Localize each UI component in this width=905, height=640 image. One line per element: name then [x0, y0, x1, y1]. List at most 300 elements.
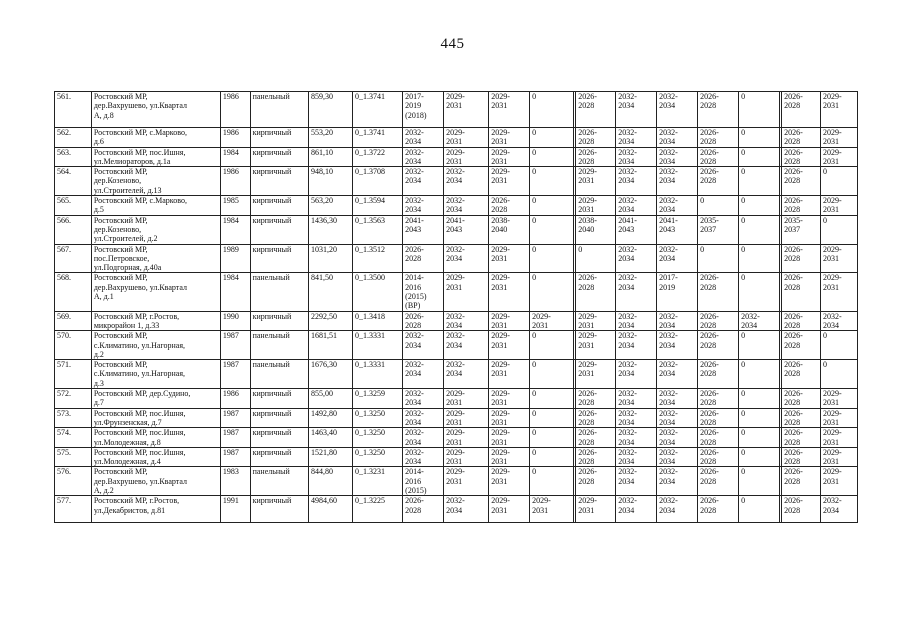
wall-material-cell: кирпичный [250, 147, 308, 167]
index-cell: 0_1.3594 [353, 196, 403, 216]
period-cell-c13: 0 [821, 167, 858, 196]
period-cell-c4: 0 [530, 360, 574, 389]
period-cell-c1: 2026- 2028 [403, 311, 444, 331]
table-row [55, 496, 858, 523]
period-cell-c7: 2032- 2034 [616, 360, 657, 389]
row-number: 567. [55, 244, 92, 273]
period-cell-c7: 2032- 2034 [616, 147, 657, 167]
period-cell-c9: 2026- 2028 [698, 311, 739, 331]
wall-material-cell: кирпичный [250, 244, 308, 273]
period-cell-c9: 2035- 2037 [698, 215, 739, 244]
period-cell-c3: 2029- 2031 [489, 496, 530, 523]
period-cell-c12: 2026- 2028 [782, 331, 821, 360]
period-cell-c10: 0 [739, 128, 780, 148]
period-cell-c6: 2026- 2028 [576, 147, 616, 167]
period-cell-c7: 2032- 2034 [616, 428, 657, 448]
period-cell-c8: 2032- 2034 [657, 467, 698, 496]
wall-material-cell: панельный [250, 92, 308, 128]
index-cell: 0_1.3259 [353, 389, 403, 409]
address-cell: Ростовский МР, пос.Ишня, ул.Молодежная, д.4 [91, 447, 220, 467]
housing-register-table [54, 91, 858, 523]
index-cell: 0_1.3331 [353, 331, 403, 360]
year-built-cell: 1986 [220, 167, 250, 196]
address-cell: Ростовский МР, с.Марково, д.6 [91, 128, 220, 148]
period-cell-c13: 2029- 2031 [821, 147, 858, 167]
period-cell-c12: 2026- 2028 [782, 196, 821, 216]
period-cell-c2: 2032- 2034 [444, 360, 489, 389]
address-cell: Ростовский МР, пос.Петровское, ул.Подгорная, д.40а [91, 244, 220, 273]
period-cell-c6: 2029- 2031 [576, 360, 616, 389]
period-cell-c10: 0 [739, 496, 780, 523]
period-cell-c10: 2032- 2034 [739, 311, 780, 331]
table-row [55, 467, 858, 496]
address-cell: Ростовский МР, дер.Вахрушево, ул.Квартал А, д.8 [91, 92, 220, 128]
period-cell-c13: 2029- 2031 [821, 196, 858, 216]
period-cell-c13: 2029- 2031 [821, 467, 858, 496]
period-cell-c13: 2032- 2034 [821, 496, 858, 523]
period-cell-c8: 2032- 2034 [657, 167, 698, 196]
table-row [55, 92, 858, 128]
period-cell-c6: 2029- 2031 [576, 496, 616, 523]
period-cell-c6: 0 [576, 244, 616, 273]
period-cell-c4: 0 [530, 389, 574, 409]
period-cell-c6: 2026- 2028 [576, 447, 616, 467]
period-cell-c8: 2032- 2034 [657, 331, 698, 360]
wall-material-cell: кирпичный [250, 408, 308, 428]
period-cell-c8: 2032- 2034 [657, 389, 698, 409]
period-cell-c4: 0 [530, 428, 574, 448]
period-cell-c8: 2017- 2019 [657, 273, 698, 311]
period-cell-c2: 2041- 2043 [444, 215, 489, 244]
row-number: 566. [55, 215, 92, 244]
table-row [55, 128, 858, 148]
period-cell-c6: 2029- 2031 [576, 331, 616, 360]
period-cell-c13: 2029- 2031 [821, 447, 858, 467]
period-cell-c3: 2029- 2031 [489, 167, 530, 196]
index-cell: 0_1.3500 [353, 273, 403, 311]
period-cell-c12: 2026- 2028 [782, 408, 821, 428]
period-cell-c7: 2032- 2034 [616, 311, 657, 331]
address-cell: Ростовский МР, пос.Ишня, ул.Молодежная, д.8 [91, 428, 220, 448]
period-cell-c10: 0 [739, 360, 780, 389]
year-built-cell: 1986 [220, 128, 250, 148]
index-cell: 0_1.3225 [353, 496, 403, 523]
period-cell-c7: 2032- 2034 [616, 467, 657, 496]
period-cell-c12: 2026- 2028 [782, 447, 821, 467]
area-cell: 1436,30 [308, 215, 352, 244]
index-cell: 0_1.3708 [353, 167, 403, 196]
period-cell-c8: 2032- 2034 [657, 244, 698, 273]
period-cell-c3: 2029- 2031 [489, 147, 530, 167]
wall-material-cell: кирпичный [250, 215, 308, 244]
period-cell-c6: 2026- 2028 [576, 128, 616, 148]
period-cell-c10: 0 [739, 273, 780, 311]
period-cell-c13: 2029- 2031 [821, 389, 858, 409]
address-cell: Ростовский МР, пос.Ишня, ул.Мелиораторов, д.1а [91, 147, 220, 167]
index-cell: 0_1.3250 [353, 408, 403, 428]
address-cell: Ростовский МР, дер.Козеново, ул.Строителей, д.13 [91, 167, 220, 196]
period-cell-c2: 2032- 2034 [444, 196, 489, 216]
period-cell-c12: 2026- 2028 [782, 244, 821, 273]
area-cell: 553,20 [308, 128, 352, 148]
period-cell-c2: 2032- 2034 [444, 167, 489, 196]
period-cell-c6: 2026- 2028 [576, 467, 616, 496]
period-cell-c9: 2026- 2028 [698, 147, 739, 167]
wall-material-cell: кирпичный [250, 167, 308, 196]
period-cell-c6: 2029- 2031 [576, 167, 616, 196]
period-cell-c3: 2026- 2028 [489, 196, 530, 216]
period-cell-c9: 2026- 2028 [698, 447, 739, 467]
period-cell-c6: 2029- 2031 [576, 196, 616, 216]
period-cell-c4: 0 [530, 196, 574, 216]
period-cell-c7: 2032- 2034 [616, 167, 657, 196]
year-built-cell: 1984 [220, 215, 250, 244]
period-cell-c2: 2029- 2031 [444, 428, 489, 448]
period-cell-c7: 2032- 2034 [616, 447, 657, 467]
period-cell-c3: 2029- 2031 [489, 389, 530, 409]
row-number: 577. [55, 496, 92, 523]
area-cell: 948,10 [308, 167, 352, 196]
period-cell-c2: 2032- 2034 [444, 496, 489, 523]
period-cell-c9: 2026- 2028 [698, 128, 739, 148]
period-cell-c7: 2032- 2034 [616, 128, 657, 148]
period-cell-c8: 2032- 2034 [657, 128, 698, 148]
period-cell-c9: 2026- 2028 [698, 360, 739, 389]
period-cell-c3: 2029- 2031 [489, 360, 530, 389]
period-cell-c8: 2032- 2034 [657, 196, 698, 216]
table-row [55, 428, 858, 448]
period-cell-c4: 2029- 2031 [530, 311, 574, 331]
period-cell-c7: 2032- 2034 [616, 196, 657, 216]
period-cell-c1: 2026- 2028 [403, 244, 444, 273]
year-built-cell: 1986 [220, 389, 250, 409]
row-number: 572. [55, 389, 92, 409]
period-cell-c13: 2029- 2031 [821, 128, 858, 148]
period-cell-c1: 2032- 2034 [403, 167, 444, 196]
row-number: 561. [55, 92, 92, 128]
period-cell-c7: 2032- 2034 [616, 496, 657, 523]
period-cell-c7: 2032- 2034 [616, 408, 657, 428]
year-built-cell: 1987 [220, 360, 250, 389]
period-cell-c3: 2029- 2031 [489, 92, 530, 128]
period-cell-c4: 0 [530, 92, 574, 128]
area-cell: 855,00 [308, 389, 352, 409]
period-cell-c6: 2026- 2028 [576, 389, 616, 409]
period-cell-c2: 2029- 2031 [444, 128, 489, 148]
address-cell: Ростовский МР, с.Марково, д.5 [91, 196, 220, 216]
period-cell-c10: 0 [739, 467, 780, 496]
period-cell-c1: 2041- 2043 [403, 215, 444, 244]
period-cell-c13: 2029- 2031 [821, 273, 858, 311]
row-number: 574. [55, 428, 92, 448]
period-cell-c10: 0 [739, 215, 780, 244]
period-cell-c4: 0 [530, 467, 574, 496]
period-cell-c13: 2032- 2034 [821, 311, 858, 331]
period-cell-c1: 2026- 2028 [403, 496, 444, 523]
table-body [55, 92, 858, 523]
period-cell-c10: 0 [739, 428, 780, 448]
period-cell-c6: 2038- 2040 [576, 215, 616, 244]
wall-material-cell: панельный [250, 331, 308, 360]
table-row [55, 215, 858, 244]
period-cell-c9: 2026- 2028 [698, 428, 739, 448]
period-cell-c12: 2026- 2028 [782, 467, 821, 496]
table-row [55, 147, 858, 167]
index-cell: 0_1.3741 [353, 128, 403, 148]
period-cell-c1: 2032- 2034 [403, 360, 444, 389]
index-cell: 0_1.3231 [353, 467, 403, 496]
period-cell-c1: 2014- 2016 (2015) [403, 467, 444, 496]
address-cell: Ростовский МР, с.Климатино, ул.Нагорная, д.2 [91, 331, 220, 360]
area-cell: 844,80 [308, 467, 352, 496]
area-cell: 1676,30 [308, 360, 352, 389]
period-cell-c6: 2026- 2028 [576, 92, 616, 128]
row-number: 568. [55, 273, 92, 311]
period-cell-c8: 2032- 2034 [657, 311, 698, 331]
area-cell: 1492,80 [308, 408, 352, 428]
period-cell-c2: 2029- 2031 [444, 147, 489, 167]
row-number: 570. [55, 331, 92, 360]
period-cell-c4: 0 [530, 128, 574, 148]
year-built-cell: 1989 [220, 244, 250, 273]
period-cell-c12: 2026- 2028 [782, 92, 821, 128]
period-cell-c4: 0 [530, 167, 574, 196]
period-cell-c8: 2032- 2034 [657, 447, 698, 467]
wall-material-cell: кирпичный [250, 128, 308, 148]
year-built-cell: 1990 [220, 311, 250, 331]
period-cell-c6: 2029- 2031 [576, 311, 616, 331]
period-cell-c9: 2026- 2028 [698, 273, 739, 311]
period-cell-c12: 2026- 2028 [782, 273, 821, 311]
period-cell-c12: 2026- 2028 [782, 389, 821, 409]
year-built-cell: 1987 [220, 428, 250, 448]
wall-material-cell: панельный [250, 360, 308, 389]
period-cell-c10: 0 [739, 389, 780, 409]
address-cell: Ростовский МР, дер.Вахрушево, ул.Квартал А, д.2 [91, 467, 220, 496]
period-cell-c10: 0 [739, 447, 780, 467]
period-cell-c10: 0 [739, 331, 780, 360]
area-cell: 2292,50 [308, 311, 352, 331]
row-number: 563. [55, 147, 92, 167]
area-cell: 1031,20 [308, 244, 352, 273]
address-cell: Ростовский МР, г.Ростов, микрорайон 1, д.33 [91, 311, 220, 331]
period-cell-c7: 2032- 2034 [616, 331, 657, 360]
area-cell: 563,20 [308, 196, 352, 216]
year-built-cell: 1985 [220, 196, 250, 216]
period-cell-c10: 0 [739, 92, 780, 128]
period-cell-c13: 2029- 2031 [821, 244, 858, 273]
table-row [55, 273, 858, 311]
period-cell-c2: 2029- 2031 [444, 467, 489, 496]
period-cell-c9: 0 [698, 196, 739, 216]
period-cell-c8: 2032- 2034 [657, 147, 698, 167]
period-cell-c6: 2026- 2028 [576, 428, 616, 448]
period-cell-c1: 2032- 2034 [403, 196, 444, 216]
year-built-cell: 1987 [220, 408, 250, 428]
period-cell-c4: 0 [530, 244, 574, 273]
address-cell: Ростовский МР, пос.Ишня, ул.Фрунзенская, д.7 [91, 408, 220, 428]
period-cell-c6: 2026- 2028 [576, 408, 616, 428]
period-cell-c4: 0 [530, 331, 574, 360]
period-cell-c2: 2032- 2034 [444, 244, 489, 273]
period-cell-c10: 0 [739, 244, 780, 273]
period-cell-c9: 2026- 2028 [698, 331, 739, 360]
period-cell-c7: 2041- 2043 [616, 215, 657, 244]
period-cell-c8: 2032- 2034 [657, 428, 698, 448]
period-cell-c4: 0 [530, 215, 574, 244]
period-cell-c10: 0 [739, 147, 780, 167]
period-cell-c10: 0 [739, 408, 780, 428]
period-cell-c13: 2029- 2031 [821, 428, 858, 448]
row-number: 564. [55, 167, 92, 196]
page-number: 445 [440, 36, 465, 52]
wall-material-cell: кирпичный [250, 389, 308, 409]
address-cell: Ростовский МР, с.Климатино, ул.Нагорная, д.3 [91, 360, 220, 389]
period-cell-c3: 2029- 2031 [489, 331, 530, 360]
period-cell-c6: 2026- 2028 [576, 273, 616, 311]
table-row [55, 360, 858, 389]
period-cell-c3: 2029- 2031 [489, 467, 530, 496]
period-cell-c13: 0 [821, 360, 858, 389]
period-cell-c7: 2032- 2034 [616, 389, 657, 409]
period-cell-c12: 2026- 2028 [782, 311, 821, 331]
period-cell-c1: 2032- 2034 [403, 408, 444, 428]
period-cell-c3: 2029- 2031 [489, 244, 530, 273]
period-cell-c1: 2032- 2034 [403, 447, 444, 467]
year-built-cell: 1987 [220, 447, 250, 467]
table-row [55, 244, 858, 273]
period-cell-c1: 2017- 2019 (2018) [403, 92, 444, 128]
period-cell-c2: 2029- 2031 [444, 273, 489, 311]
period-cell-c1: 2032- 2034 [403, 331, 444, 360]
index-cell: 0_1.3250 [353, 428, 403, 448]
period-cell-c2: 2029- 2031 [444, 447, 489, 467]
year-built-cell: 1984 [220, 147, 250, 167]
period-cell-c3: 2029- 2031 [489, 408, 530, 428]
period-cell-c9: 2026- 2028 [698, 467, 739, 496]
period-cell-c2: 2029- 2031 [444, 92, 489, 128]
period-cell-c10: 0 [739, 167, 780, 196]
period-cell-c1: 2032- 2034 [403, 128, 444, 148]
period-cell-c9: 0 [698, 244, 739, 273]
period-cell-c2: 2029- 2031 [444, 408, 489, 428]
period-cell-c1: 2032- 2034 [403, 428, 444, 448]
period-cell-c10: 0 [739, 196, 780, 216]
period-cell-c3: 2029- 2031 [489, 273, 530, 311]
index-cell: 0_1.3331 [353, 360, 403, 389]
year-built-cell: 1987 [220, 331, 250, 360]
year-built-cell: 1984 [220, 273, 250, 311]
row-number: 565. [55, 196, 92, 216]
period-cell-c8: 2032- 2034 [657, 496, 698, 523]
period-cell-c3: 2029- 2031 [489, 428, 530, 448]
period-cell-c3: 2029- 2031 [489, 128, 530, 148]
period-cell-c2: 2032- 2034 [444, 311, 489, 331]
wall-material-cell: кирпичный [250, 496, 308, 523]
period-cell-c9: 2026- 2028 [698, 92, 739, 128]
period-cell-c4: 2029- 2031 [530, 496, 574, 523]
index-cell: 0_1.3741 [353, 92, 403, 128]
period-cell-c4: 0 [530, 147, 574, 167]
period-cell-c8: 2041- 2043 [657, 215, 698, 244]
period-cell-c9: 2026- 2028 [698, 167, 739, 196]
wall-material-cell: панельный [250, 467, 308, 496]
period-cell-c3: 2029- 2031 [489, 311, 530, 331]
period-cell-c13: 0 [821, 331, 858, 360]
period-cell-c1: 2032- 2034 [403, 147, 444, 167]
period-cell-c12: 2026- 2028 [782, 147, 821, 167]
period-cell-c4: 0 [530, 273, 574, 311]
address-cell: Ростовский МР, дер.Вахрушево, ул.Квартал А, д.1 [91, 273, 220, 311]
period-cell-c1: 2014- 2016 (2015) (ВР) [403, 273, 444, 311]
period-cell-c12: 2026- 2028 [782, 360, 821, 389]
row-number: 571. [55, 360, 92, 389]
table-row [55, 408, 858, 428]
period-cell-c3: 2029- 2031 [489, 447, 530, 467]
area-cell: 841,50 [308, 273, 352, 311]
year-built-cell: 1983 [220, 467, 250, 496]
table-row [55, 389, 858, 409]
period-cell-c1: 2032- 2034 [403, 389, 444, 409]
period-cell-c12: 2026- 2028 [782, 167, 821, 196]
period-cell-c8: 2032- 2034 [657, 360, 698, 389]
area-cell: 1463,40 [308, 428, 352, 448]
table-row [55, 196, 858, 216]
index-cell: 0_1.3512 [353, 244, 403, 273]
period-cell-c12: 2026- 2028 [782, 128, 821, 148]
period-cell-c7: 2032- 2034 [616, 92, 657, 128]
year-built-cell: 1986 [220, 92, 250, 128]
period-cell-c13: 0 [821, 215, 858, 244]
area-cell: 861,10 [308, 147, 352, 167]
row-number: 573. [55, 408, 92, 428]
period-cell-c9: 2026- 2028 [698, 389, 739, 409]
period-cell-c7: 2032- 2034 [616, 273, 657, 311]
period-cell-c7: 2032- 2034 [616, 244, 657, 273]
address-cell: Ростовский МР, дер.Козеново, ул.Строителей, д.2 [91, 215, 220, 244]
wall-material-cell: панельный [250, 273, 308, 311]
period-cell-c12: 2026- 2028 [782, 428, 821, 448]
wall-material-cell: кирпичный [250, 311, 308, 331]
area-cell: 4984,60 [308, 496, 352, 523]
period-cell-c12: 2026- 2028 [782, 496, 821, 523]
period-cell-c2: 2029- 2031 [444, 389, 489, 409]
address-cell: Ростовский МР, г.Ростов, ул.Декабристов, д.81 [91, 496, 220, 523]
period-cell-c13: 2029- 2031 [821, 92, 858, 128]
index-cell: 0_1.3250 [353, 447, 403, 467]
area-cell: 1521,80 [308, 447, 352, 467]
table-row [55, 311, 858, 331]
row-number: 576. [55, 467, 92, 496]
wall-material-cell: кирпичный [250, 196, 308, 216]
table-row [55, 447, 858, 467]
period-cell-c4: 0 [530, 408, 574, 428]
period-cell-c4: 0 [530, 447, 574, 467]
period-cell-c8: 2032- 2034 [657, 92, 698, 128]
index-cell: 0_1.3563 [353, 215, 403, 244]
period-cell-c9: 2026- 2028 [698, 408, 739, 428]
period-cell-c8: 2032- 2034 [657, 408, 698, 428]
area-cell: 859,30 [308, 92, 352, 128]
period-cell-c2: 2032- 2034 [444, 331, 489, 360]
year-built-cell: 1991 [220, 496, 250, 523]
index-cell: 0_1.3722 [353, 147, 403, 167]
wall-material-cell: кирпичный [250, 447, 308, 467]
period-cell-c3: 2038- 2040 [489, 215, 530, 244]
period-cell-c9: 2026- 2028 [698, 496, 739, 523]
period-cell-c13: 2029- 2031 [821, 408, 858, 428]
address-cell: Ростовский МР, дер.Судино, д.7 [91, 389, 220, 409]
